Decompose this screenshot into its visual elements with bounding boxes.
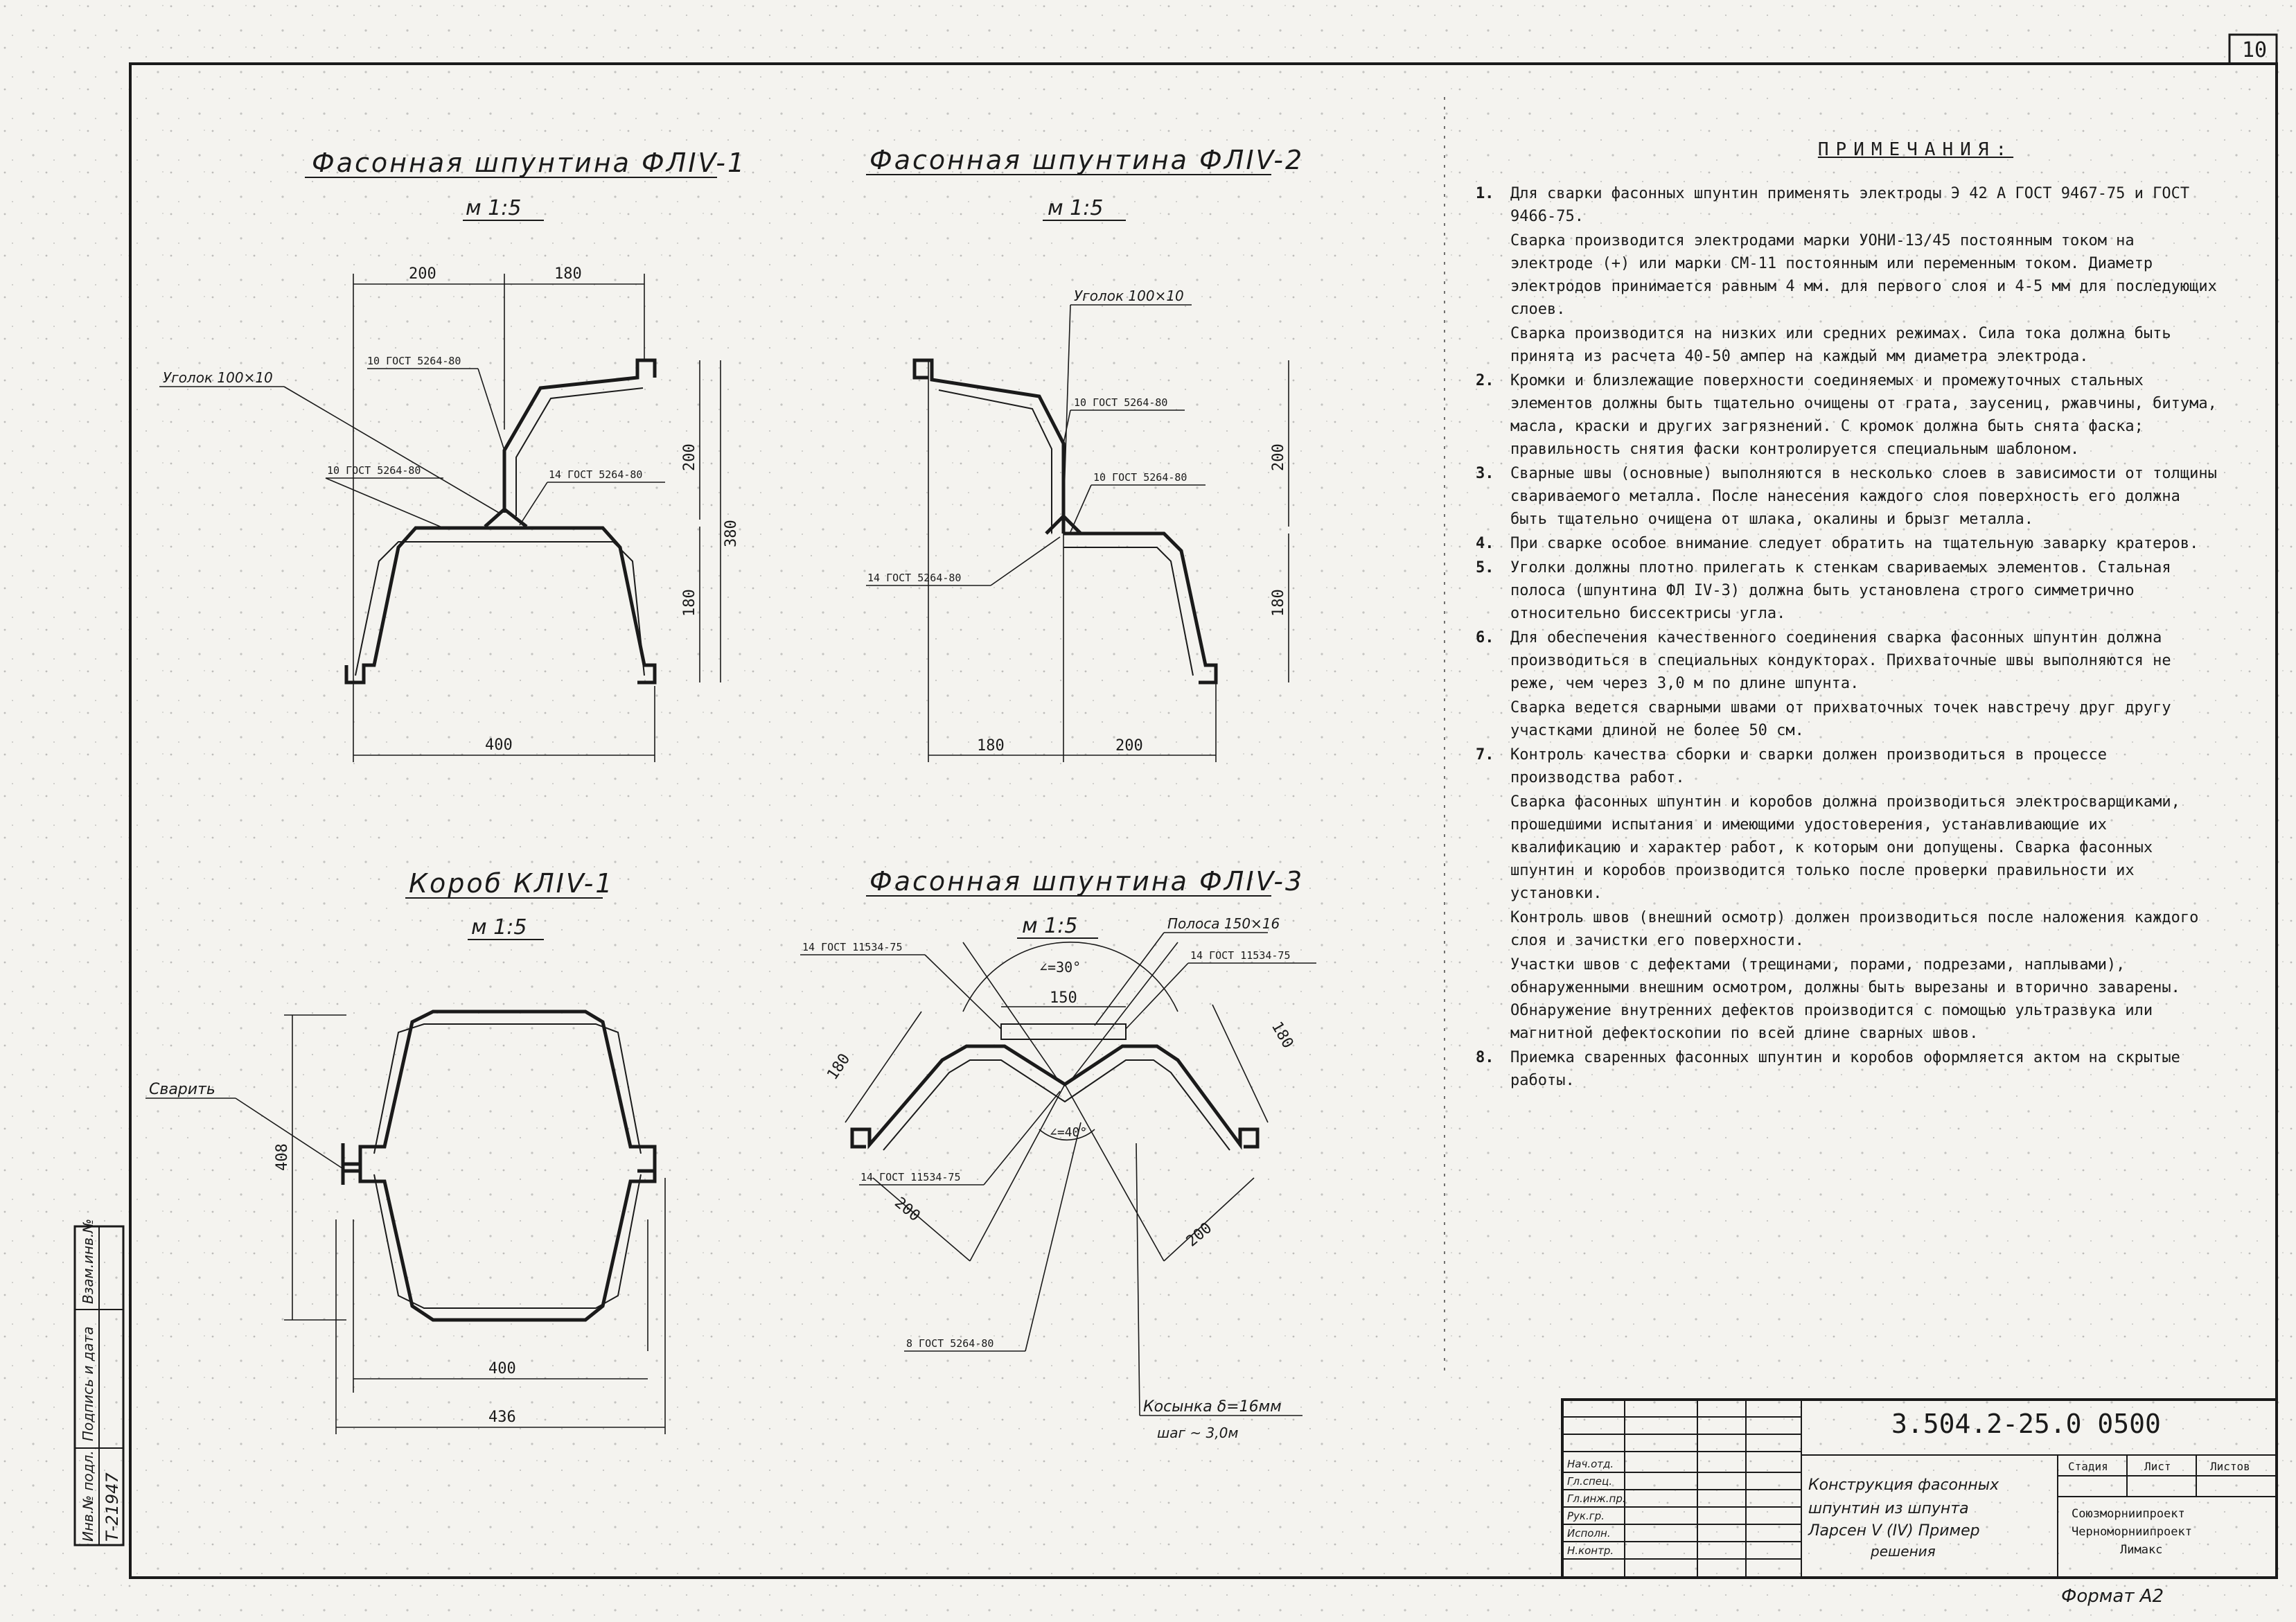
drawing-code: 3.504.2-25.0 0500 [1891, 1409, 2161, 1439]
fliv2-dim-v180-label: 180 [1270, 589, 1287, 617]
note-number: 7. [1476, 746, 1494, 764]
note-item [1476, 556, 2224, 625]
fliv1-callout-weld-b: 10 ГОСТ 5264-80 [327, 464, 421, 477]
note-number: 8. [1476, 1049, 1494, 1066]
fliv1-dim-200: 200 [409, 265, 436, 283]
note-paragraph: Уголки должны плотно прилегать к стенкам свариваемых элементов. Стальная полоса (шпунтина ФЛ IV-3) должна быть установлена строго симметрично относительно биссектрисы угла. [1510, 559, 2171, 622]
fliv2-title: Фасонная шпунтина ФЛIV-2 [869, 145, 1305, 175]
signature-label: Н.контр. [1567, 1544, 1614, 1557]
fliv2-dim-v200-label: 200 [1270, 443, 1287, 471]
kliv1-scale: м 1:5 [471, 915, 527, 940]
fliv2-scale: м 1:5 [1048, 196, 1104, 220]
fliv3-callout-gusset: Косынка δ=16мм [1143, 1398, 1282, 1416]
note-item [1476, 626, 2224, 742]
fliv1-callout-angle: Уголок 100×10 [163, 369, 273, 386]
fliv3-dim-200b-label: 200 [1183, 1219, 1216, 1251]
note-item [1476, 182, 2224, 368]
fliv1-dim-v200-label: 200 [681, 443, 698, 471]
fliv3-title: Фасонная шпунтина ФЛIV-3 [869, 866, 1305, 897]
note-paragraph: Участки швов с дефектами (трещинами, порами, подрезами, наплывами), обнаруженными внешним осмотром, должны быть вырезаны и вторично заварены. Обнаружение внутренних дефектов производится с помощью ультразвука или магнитной дефектоскопии по всей длине сварных швов. [1510, 956, 2180, 1042]
note-paragraph: Контроль швов (внешний осмотр) должен производиться после наложения каждого слоя и зачистки его поверхности. [1510, 909, 2199, 949]
kliv1-title: Короб КЛIV-1 [409, 868, 615, 899]
fliv1-dim-400: 400 [485, 737, 513, 754]
fliv3-callout-weld-b: 14 ГОСТ 11534-75 [1190, 949, 1291, 962]
fliv3-scale: м 1:5 [1022, 914, 1078, 938]
fliv1-dim-v180-label: 180 [681, 589, 698, 617]
side-stamp-sign: Подпись и дата [80, 1326, 96, 1441]
note-number: 6. [1476, 629, 1494, 646]
signature-label: Рук.гр. [1567, 1510, 1605, 1522]
fliv1-title: Фасонная шпунтина ФЛIV-1 [312, 148, 747, 178]
kliv1-callout-weld: Сварить [149, 1081, 215, 1098]
title-description-line: шпунтин из шпунта [1808, 1500, 1969, 1517]
signature-label: Гл.спец. [1567, 1475, 1612, 1488]
notes-list [1476, 182, 2224, 1092]
note-paragraph: Сварка фасонных шпунтин и коробов должна производиться электросварщиками, прошедшими испытания и имеющими удостоверения, устанавливающие их квалификацию и характер работ, к которым они допущены. Сварка фасонных шпунтин и коробов производится только после проверки правильности их установки. [1510, 793, 2180, 902]
signature-label: Гл.инж.пр. [1567, 1492, 1626, 1505]
fliv3-callout-strip: Полоса 150×16 [1167, 915, 1280, 932]
fliv3-angle-40: ∠=40° [1050, 1125, 1088, 1140]
note-paragraph: Приемка сваренных фасонных шпунтин и коробов оформляется актом на скрытые работы. [1510, 1049, 2180, 1089]
signature-label: Нач.отд. [1567, 1458, 1614, 1470]
note-item [1476, 743, 2224, 1045]
note-paragraph: Сварные швы (основные) выполняются в несколько слоев в зависимости от толщины свариваемого металла. После нанесения каждого слоя поверхность его должна быть тщательно очищена от шлака, окалины и брызг металла. [1510, 465, 2217, 528]
fliv2-dim-180: 180 [977, 737, 1005, 755]
fliv1-dim-v380-label: 380 [723, 520, 740, 547]
fliv2-callout-weld-b: 10 ГОСТ 5264-80 [1093, 471, 1187, 484]
fliv3-callout-step: шаг ~ 3,0м [1157, 1425, 1239, 1441]
note-number: 1. [1476, 185, 1494, 202]
fliv2-dim-200: 200 [1115, 737, 1143, 755]
fliv2-callout-weld-c: 14 ГОСТ 5264-80 [867, 572, 962, 584]
org-line: Лимакс [2120, 1543, 2163, 1557]
stage-head: Лист [2144, 1460, 2171, 1473]
note-item [1476, 1046, 2224, 1092]
note-item [1476, 369, 2224, 461]
fliv3-dim-150-label: 150 [1050, 989, 1077, 1007]
fliv3-callout-weld-d: 8 ГОСТ 5264-80 [906, 1337, 994, 1350]
note-item [1476, 532, 2224, 555]
note-paragraph: Сварка ведется сварными швами от прихваточных точек навстречу друг другу участками длиной не более 50 см. [1510, 699, 2171, 739]
fliv1-dim-180: 180 [554, 265, 582, 283]
note-number: 4. [1476, 535, 1494, 552]
side-stamp-replace: Взам.инв.№ [80, 1218, 96, 1304]
note-number: 5. [1476, 559, 1494, 576]
note-item [1476, 462, 2224, 531]
fliv1-callout-weld-c: 14 ГОСТ 5264-80 [549, 468, 643, 481]
side-stamp-inv: Инв.№ подл. [80, 1450, 96, 1542]
note-number: 2. [1476, 372, 1494, 389]
side-stamp-inv-value: Т-21947 [103, 1472, 122, 1542]
note-number: 3. [1476, 465, 1494, 482]
fliv3-dim-180b-label: 180 [1267, 1019, 1297, 1052]
note-paragraph: Сварка производится на низких или средних режимах. Сила тока должна быть принята из расчета 40-50 ампер на каждый мм диаметра электрода. [1510, 325, 2171, 365]
title-description-line: Ларсен V (IV) Пример [1808, 1522, 1980, 1540]
note-paragraph: Для обеспечения качественного соединения сварка фасонных шпунтин должна производиться в специальных кондукторах. Прихваточные швы выполняются не реже, чем через 3,0 м по длине шпунта. [1510, 629, 2171, 692]
fliv1-callout-weld-a: 10 ГОСТ 5264-80 [367, 355, 461, 367]
org-line: Черноморниипроект [2072, 1525, 2192, 1539]
stage-head: Листов [2210, 1460, 2250, 1473]
signature-label: Исполн. [1567, 1527, 1611, 1540]
note-paragraph: Контроль качества сборки и сварки должен производиться в процессе производства работ. [1510, 746, 2107, 786]
kliv1-dim-v-label: 408 [274, 1143, 291, 1171]
fliv3-callout-weld-c: 14 ГОСТ 11534-75 [860, 1171, 961, 1183]
title-description-line: решения [1871, 1543, 1936, 1560]
kliv1-dim-436-label: 436 [488, 1409, 516, 1426]
fliv2-callout-angle: Уголок 100×10 [1074, 288, 1184, 304]
fliv3-dim-200a-label: 200 [891, 1194, 924, 1226]
notes-title: ПРИМЕЧАНИЯ: [1817, 139, 2014, 160]
fliv3-callout-weld-a: 14 ГОСТ 11534-75 [802, 941, 903, 953]
sheet-number: 10 [2242, 38, 2268, 62]
fliv1-scale: м 1:5 [466, 196, 522, 220]
fliv2-callout-weld-a: 10 ГОСТ 5264-80 [1074, 396, 1168, 409]
kliv1-dim-400-label: 400 [488, 1360, 516, 1377]
note-paragraph: Кромки и близлежащие поверхности соединяемых и промежуточных стальных элементов должны быть тщательно очищены от грата, заусениц, ржавчины, битума, масла, краски и других загрязнений. С кромок должна быть снята фаска; правильность снятия фаски контролируется специальным шаблоном. [1510, 372, 2217, 458]
fliv3-dim-180a-label: 180 [824, 1050, 854, 1084]
notes-panel [1476, 139, 2224, 1093]
org-line: Союзморниипроект [2072, 1507, 2185, 1521]
fliv3-angle-30: ∠=30° [1039, 959, 1081, 976]
note-paragraph: Для сварки фасонных шпунтин применять электроды Э 42 А ГОСТ 9467-75 и ГОСТ 9466-75. [1510, 185, 2190, 225]
stage-head: Стадия [2068, 1460, 2108, 1473]
note-paragraph: При сварке особое внимание следует обратить на тщательную заварку кратеров. [1510, 535, 2199, 552]
title-description-line: Конструкция фасонных [1808, 1476, 1999, 1494]
sheet-format: Формат А2 [2061, 1586, 2164, 1607]
note-paragraph: Сварка производится электродами марки УОНИ-13/45 постоянным током на электроде (+) или марки СМ-11 постоянным или переменным током. Диаметр электродов принимается равным 4 мм. для первого слоя и 4-5 мм для последующих слоев. [1510, 232, 2217, 318]
